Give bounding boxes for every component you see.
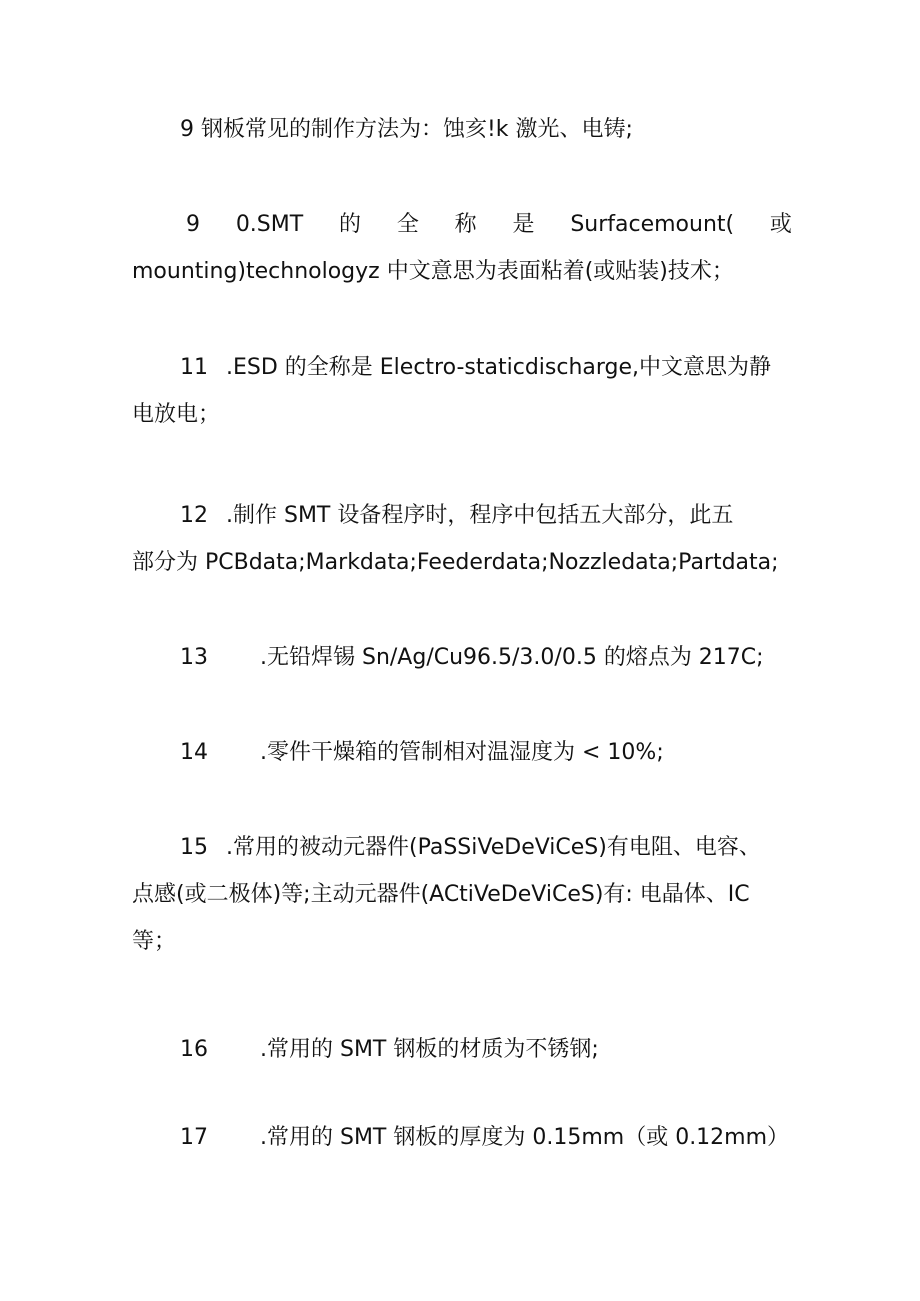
list-item-passive-active-devices: [132, 824, 792, 965]
justified-word: 称: [454, 212, 477, 237]
item-text: .常用的被动元器件(PaSSiVeDeViCeS)有电阻、电容、: [226, 835, 761, 860]
item-text: .常用的 SMT 钢板的厚度为 0.15mm（或 0.12mm）: [260, 1125, 790, 1150]
item-text-line: mounting)technologyz 中文意思为表面粘着(或贴装)技术；: [132, 259, 734, 284]
item-text-line: [132, 1026, 792, 1073]
item-text: .制作 SMT 设备程序时，程序中包括五大部分，此五: [226, 503, 734, 528]
item-text-line: 等；: [132, 929, 177, 954]
justified-word: Surfacemount(: [570, 212, 735, 237]
item-text: .常用的 SMT 钢板的材质为不锈钢;: [260, 1037, 599, 1062]
list-item-stencil-thickness: [132, 1114, 792, 1161]
item-text: .零件干燥箱的管制相对温湿度为 < 10%;: [260, 740, 664, 765]
item-text: .无铅焊锡 Sn/Ag/Cu96.5/3.0/0.5 的熔点为 217C;: [260, 645, 764, 670]
item-number: 11: [180, 355, 208, 380]
item-number: 14: [180, 740, 208, 765]
item-text: .ESD 的全称是 Electro-staticdischarge,中文意思为静: [226, 355, 772, 380]
item-text-line: [132, 1114, 792, 1161]
item-text-line: [132, 634, 792, 681]
list-item-esd-full-name: [132, 344, 792, 438]
item-number: 15: [180, 835, 208, 860]
item-text-line: [132, 824, 792, 871]
item-number: 13: [180, 645, 208, 670]
item-text-line-justified: [132, 201, 792, 248]
item-text-line: 电放电；: [132, 402, 221, 427]
item-text-line: [132, 492, 792, 539]
list-item-smt-full-name: [132, 201, 792, 295]
list-item-steel-stencil-methods: [132, 106, 792, 153]
item-text-line: 9 钢板常见的制作方法为：蚀亥!k 激光、电铸;: [180, 117, 633, 142]
item-number: 16: [180, 1037, 208, 1062]
item-number: 12: [180, 503, 208, 528]
justified-word: 0.SMT: [235, 212, 304, 237]
list-item-dry-box-humidity: [132, 729, 792, 776]
justified-word: 的: [339, 212, 362, 237]
item-text-line: 点感(或二极体)等;主动元器件(ACtiVeDeViCeS)有: 电晶体、IC: [132, 882, 750, 907]
item-text-line: [132, 344, 792, 391]
justified-word: 全: [396, 212, 419, 237]
list-item-smt-program-parts: [132, 492, 792, 586]
list-item-solder-melting-point: [132, 634, 792, 681]
item-text-line: [132, 729, 792, 776]
item-text-line: 部分为 PCBdata;Markdata;Feederdata;Nozzledata;Partdata;: [132, 550, 779, 575]
justified-word: 9: [186, 212, 200, 237]
justified-word: 是: [512, 212, 535, 237]
justified-word: 或: [769, 212, 792, 237]
item-number: 17: [180, 1125, 208, 1150]
list-item-stencil-material: [132, 1026, 792, 1073]
